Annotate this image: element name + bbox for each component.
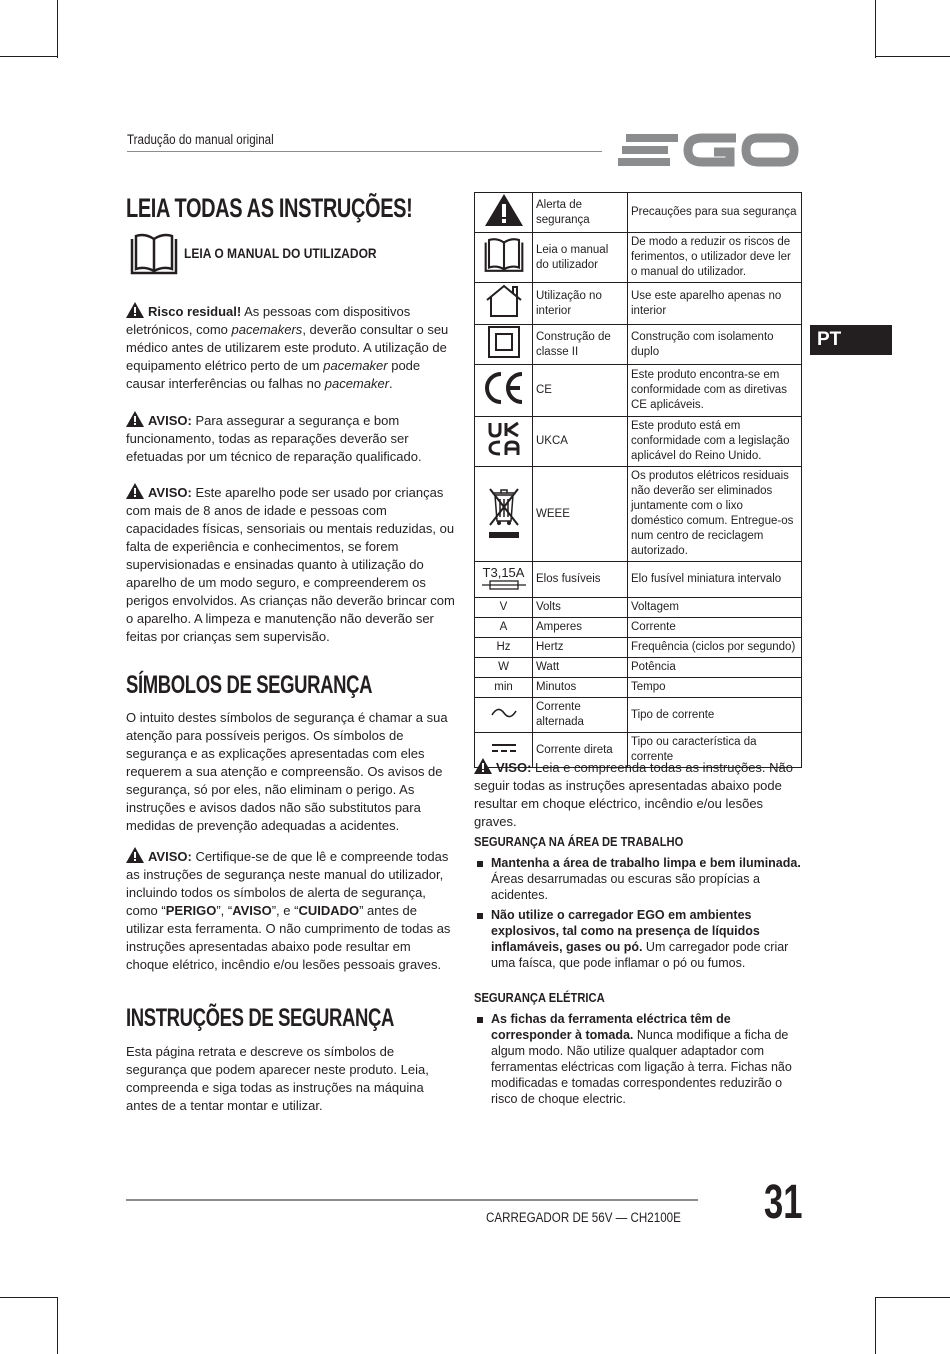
aviso-label: AVISO: [148,849,192,864]
work-area-list [474,855,804,975]
symbol-name: Amperes [533,618,628,638]
crop-mark [0,1297,58,1298]
table-row [475,325,802,365]
ego-logo [618,130,800,170]
table-row [475,417,802,467]
symbol-name: Construção de classe II [533,325,628,365]
aviso-instructions-paragraph: AVISO: Certifique-se de que lê e compreende todas as instruções de segurança neste manual do utilizador, incluindo todos os símbolos de alerta de segurança, como “PERIGO”, “AVISO”, e “CUIDADO” antes de utilizar esta ferramenta. O não cumprimento de todas as instruções apresentadas abaixo pode resultar em choque elétrico, incêndio e/ou lesões pessoais graves. [126,849,451,972]
house-icon [484,284,524,318]
work-area-heading: SEGURANÇA NA ÁREA DE TRABALHO [474,834,684,849]
symbol-name: Minutos [533,678,628,698]
crop-mark [875,56,950,57]
symbol-name: Leia o manual do utilizador [533,233,628,283]
dc-current-icon [491,742,517,754]
table-row [475,678,802,698]
symbol-name: Elos fusíveis [533,562,628,598]
symbol-name: WEEE [533,467,628,562]
symbol-text: min [475,678,533,698]
symbol-description: Potência [628,658,802,678]
viso-label: VISO: [496,760,532,775]
table-row [475,283,802,325]
footer-product: CARREGADOR DE 56V — CH2100E [486,1210,681,1225]
language-tab [810,325,892,355]
table-row [475,233,802,283]
fuse-icon [482,580,526,590]
table-row [475,618,802,638]
symbol-text: Hz [475,638,533,658]
warning-triangle-icon [474,758,492,774]
residual-risk-paragraph: Risco residual! As pessoas com dispositivos eletrónicos, como pacemakers, deverão consultar o seu médico antes de utilizarem este produto. A utilização de equipamento elétrico perto de um pacemaker pode causar interferências ou falhas no pacemaker. [126,304,449,391]
symbol-name: Volts [533,598,628,618]
symbol-text: A [475,618,533,638]
instructions-paragraph: Esta página retrata e descreve os símbolos de segurança que podem aparecer neste produto. Leia, compreenda e siga todas as instruções na máquina antes de a tentar montar e utilizar. [126,1044,429,1113]
crop-mark [875,1297,950,1298]
viso-paragraph: VISO: Leia e compreenda todas as instruções. Não seguir todas as instruções apresentadas abaixo pode resultar em choque eléctrico, incêndio e/ou lesões graves. [474,760,794,829]
symbol-description: De modo a reduzir os riscos de ferimentos, o utilizador deve ler o manual do utilizador. [628,233,802,283]
crop-mark [57,0,58,58]
symbol-description: Este produto está em conformidade com a legislação aplicável do Reino Unido. [628,417,802,467]
crop-mark [57,1297,58,1354]
instructions-heading: INSTRUÇÕES DE SEGURANÇA [126,1004,394,1032]
symbol-description: Tempo [628,678,802,698]
symbol-text: V [475,598,533,618]
table-row [475,193,802,233]
manual-book-icon [484,237,524,273]
ce-mark-icon [482,371,526,405]
symbol-description: Construção com isolamento duplo [628,325,802,365]
electric-heading: SEGURANÇA ELÉTRICA [474,990,605,1005]
electric-list [474,1011,804,1111]
table-row [475,598,802,618]
list-item: Mantenha a área de trabalho limpa e bem iluminada. Áreas desarrumadas ou escuras são propícias a acidentes. [474,855,804,903]
weee-bin-icon [484,483,524,541]
symbol-name: UKCA [533,417,628,467]
symbol-name: Utilização no interior [533,283,628,325]
crop-mark [0,56,58,57]
translation-note: Tradução do manual original [127,132,274,147]
manual-book-icon [130,233,178,275]
footer-rule [126,1199,698,1201]
crop-mark [875,0,876,58]
page-title: LEIA TODAS AS INSTRUÇÕES! [126,193,413,223]
symbol-description: Use este aparelho apenas no interior [628,283,802,325]
symbol-description: Frequência (ciclos por segundo) [628,638,802,658]
symbol-description: Este produto encontra-se em conformidade com as diretivas CE aplicáveis. [628,365,802,417]
table-row [475,698,802,733]
crop-mark [875,1297,876,1354]
symbol-description: Voltagem [628,598,802,618]
double-square-icon [487,325,521,359]
symbol-description: Os produtos elétricos residuais não deverão ser eliminados juntamente com o lixo doméstico comum. Entregue-os num centro de reciclagem autorizado. [628,467,802,562]
symbol-name: Hertz [533,638,628,658]
symbol-name: CE [533,365,628,417]
residual-risk-label: Risco residual! [148,304,242,319]
symbols-paragraph: O intuito destes símbolos de segurança é chamar a sua atenção para possíveis perigos. Os símbolos de segurança e as explicações apresentadas com eles requerem a sua atenção e compreensão. Os avisos de segurança, só por eles, não eliminam o perigo. As instruções e avisos dados não são substitutos para medidas de prevenção adequadas a acidentes. [126,710,448,833]
list-item: As fichas da ferramenta eléctrica têm de corresponder à tomada. Nunca modifique a ficha de algum modo. Não utilize qualquer adaptador com ferramentas eléctricas com ligação à terra. Fichas não modificadas e tomadas correspondentes reduzirão o risco de choque electric. [474,1011,804,1107]
symbol-name: Watt [533,658,628,678]
symbol-description: Tipo de corrente [628,698,802,733]
warning-triangle-icon [484,193,524,227]
aviso-repairs-paragraph: AVISO: Para assegurar a segurança e bom funcionamento, todas as reparações deverão ser efetuadas por um técnico de reparação qualificado. [126,413,422,464]
warning-triangle-icon [126,302,144,318]
warning-triangle-icon [126,847,144,863]
list-item: Não utilize o carregador EGO em ambientes explosivos, tal como na presença de líquidos inflamáveis, gases ou pó. Um carregador pode criar uma faísca, que pode inflamar o pó ou fumos. [474,907,804,971]
symbol-text: W [475,658,533,678]
warning-triangle-icon [126,483,144,499]
ac-wave-icon [491,706,517,720]
table-row [475,467,802,562]
manual-label: LEIA O MANUAL DO UTILIZADOR [184,245,377,261]
symbol-description: Precauções para sua segurança [628,193,802,233]
symbol-name: Corrente alternada [533,698,628,733]
symbol-description: Elo fusível miniatura intervalo [628,562,802,598]
language-tab-label: PT [817,329,842,350]
ukca-mark-icon [487,421,521,457]
page-number: 31 [764,1176,803,1229]
aviso-label: AVISO: [148,413,192,428]
aviso-children-paragraph: AVISO: Este aparelho pode ser usado por crianças com mais de 8 anos de idade e pessoas com capacidades físicas, sensoriais ou mentais reduzidas, ou falta de experiência e conhecimentos, se forem supervisionadas e ensinadas quanto à utilização do aparelho de um modo seguro, e compreenderem os perigos envolvidos. As crianças não deverão brincar com o aparelho. A limpeza e manutenção não deverão ser feitas por crianças sem supervisão. [126,485,455,644]
table-row [475,365,802,417]
table-row [475,658,802,678]
warning-triangle-icon [126,411,144,427]
symbol-description: Corrente [628,618,802,638]
table-row [475,638,802,658]
symbol-name: Alerta de segurança [533,193,628,233]
fuse-rating: T3,15A [482,564,525,580]
symbols-heading: SÍMBOLOS DE SEGURANÇA [126,671,373,699]
table-row [475,562,802,598]
symbols-table [474,192,802,768]
header-rule [127,151,602,152]
symbol-name: Corrente direta [533,733,628,768]
aviso-label: AVISO: [148,485,192,500]
symbol-description: Tipo ou característica da corrente [628,733,802,768]
